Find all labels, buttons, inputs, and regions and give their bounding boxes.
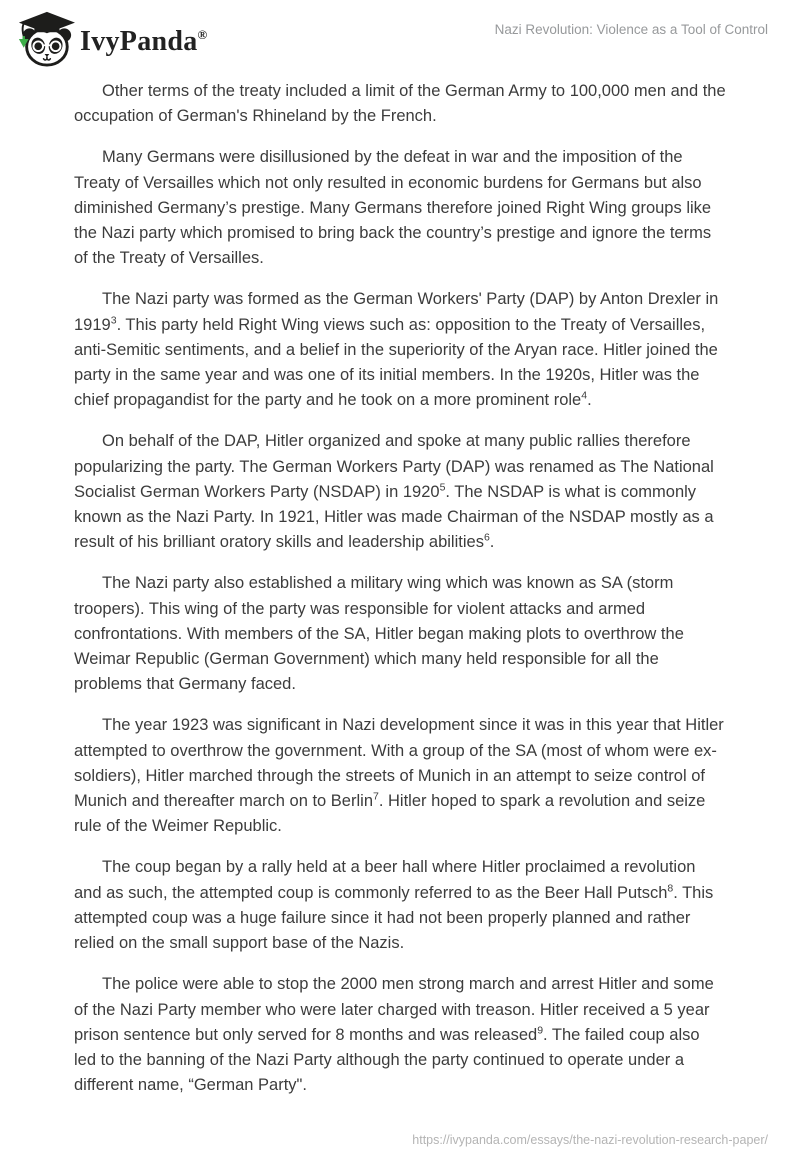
essay-paragraph: The Nazi party also established a military wing which was known as SA (storm troopers). This wing of the party was responsible for violent attacks and armed confrontations. With members of the SA, Hitler began making plots to overthrow the Weimar Republic (German Government) which many held responsible for all the problems that Germany faced. — [74, 574, 684, 694]
footnote-reference: 8 — [667, 882, 674, 895]
essay-paragraph: Other terms of the treaty included a limit of the German Army to 100,000 men and the occupation of German's Rhineland by the French. — [74, 82, 726, 126]
essay-paragraph: The year 1923 was significant in Nazi development since it was in this year that Hitler attempted to overthrow the government. With a group of the SA (most of whom were ex-soldiers), Hitler marched through the streets of Munich in an attempt to seize control of Munich and thereafter march on to Berlin$^7$. Hitler hoped to spark a revolution and seize rule of the Weimer Republic. — [74, 716, 724, 836]
essay-paragraph: The Nazi party was formed as the German Workers' Party (DAP) by Anton Drexler in 1919$^3$. This party held Right Wing views such as: opposition to the Treaty of Versailles, anti-Semitic sentiments, and a belief in the superiority of the Aryan race. Hitler joined the party in the same year and was one of its initial members. In the 1920s, Hitler was the chief propagandist for the party and he took on a more prominent role$^4$. — [74, 290, 719, 410]
source-url: https://ivypanda.com/essays/the-nazi-revolution-research-paper/ — [412, 1133, 768, 1147]
essay-paragraph: Many Germans were disillusioned by the defeat in war and the imposition of the Treaty of Versailles which not only resulted in economic burdens for Germans but also diminished Germany’s prestige. Many Germans therefore joined Right Wing groups like the Nazi party which promised to bring back the country’s prestige and ignore the terms of the Treaty of Versailles. — [74, 148, 712, 268]
panda-graduation-cap-icon — [14, 10, 76, 68]
footnote-reference: 7 — [373, 790, 379, 803]
essay-paragraph: The police were able to stop the 2000 men strong march and arrest Hitler and some of the Nazi Party member who were later charged with treason. Hitler received a 5 year prison sentence but only served for 8 months and was released$^9$. The failed coup also led to the banning of the Nazi Party although the party continued to operate under a different name, “German Party". — [74, 975, 714, 1095]
footnote-reference: 3 — [110, 314, 117, 327]
registered-trademark-symbol: ® — [197, 27, 208, 42]
document-title: Nazi Revolution: Violence as a Tool of Control — [494, 22, 768, 37]
footnote-reference: 4 — [581, 389, 588, 402]
brand-name: IvyPanda® — [80, 26, 208, 57]
ivypanda-brand — [14, 6, 208, 71]
essay-paragraph: The coup began by a rally held at a beer hall where Hitler proclaimed a revolution and as such, the attempted coup is commonly referred to as the Beer Hall Putsch$^8$. This attempted coup was a huge failure since it had not been properly planned and rather relied on the small support base of the Nazis. — [74, 858, 714, 953]
essay-body — [0, 68, 800, 1098]
footnote-reference: 9 — [537, 1024, 544, 1037]
page-header — [0, 0, 800, 68]
essay-paragraph: On behalf of the DAP, Hitler organized and spoke at many public rallies therefore popularizing the party. The German Workers Party (DAP) was renamed as The National Socialist German Workers Party (NSDAP) in 1920$^5$. The NSDAP is what is commonly known as the Nazi Party. In 1921, Hitler was made Chairman of the NSDAP mostly as a result of his brilliant oratory skills and leadership abilities$^6$. — [74, 432, 714, 552]
footnote-reference: 5 — [439, 481, 446, 494]
footnote-reference: 6 — [483, 531, 490, 544]
